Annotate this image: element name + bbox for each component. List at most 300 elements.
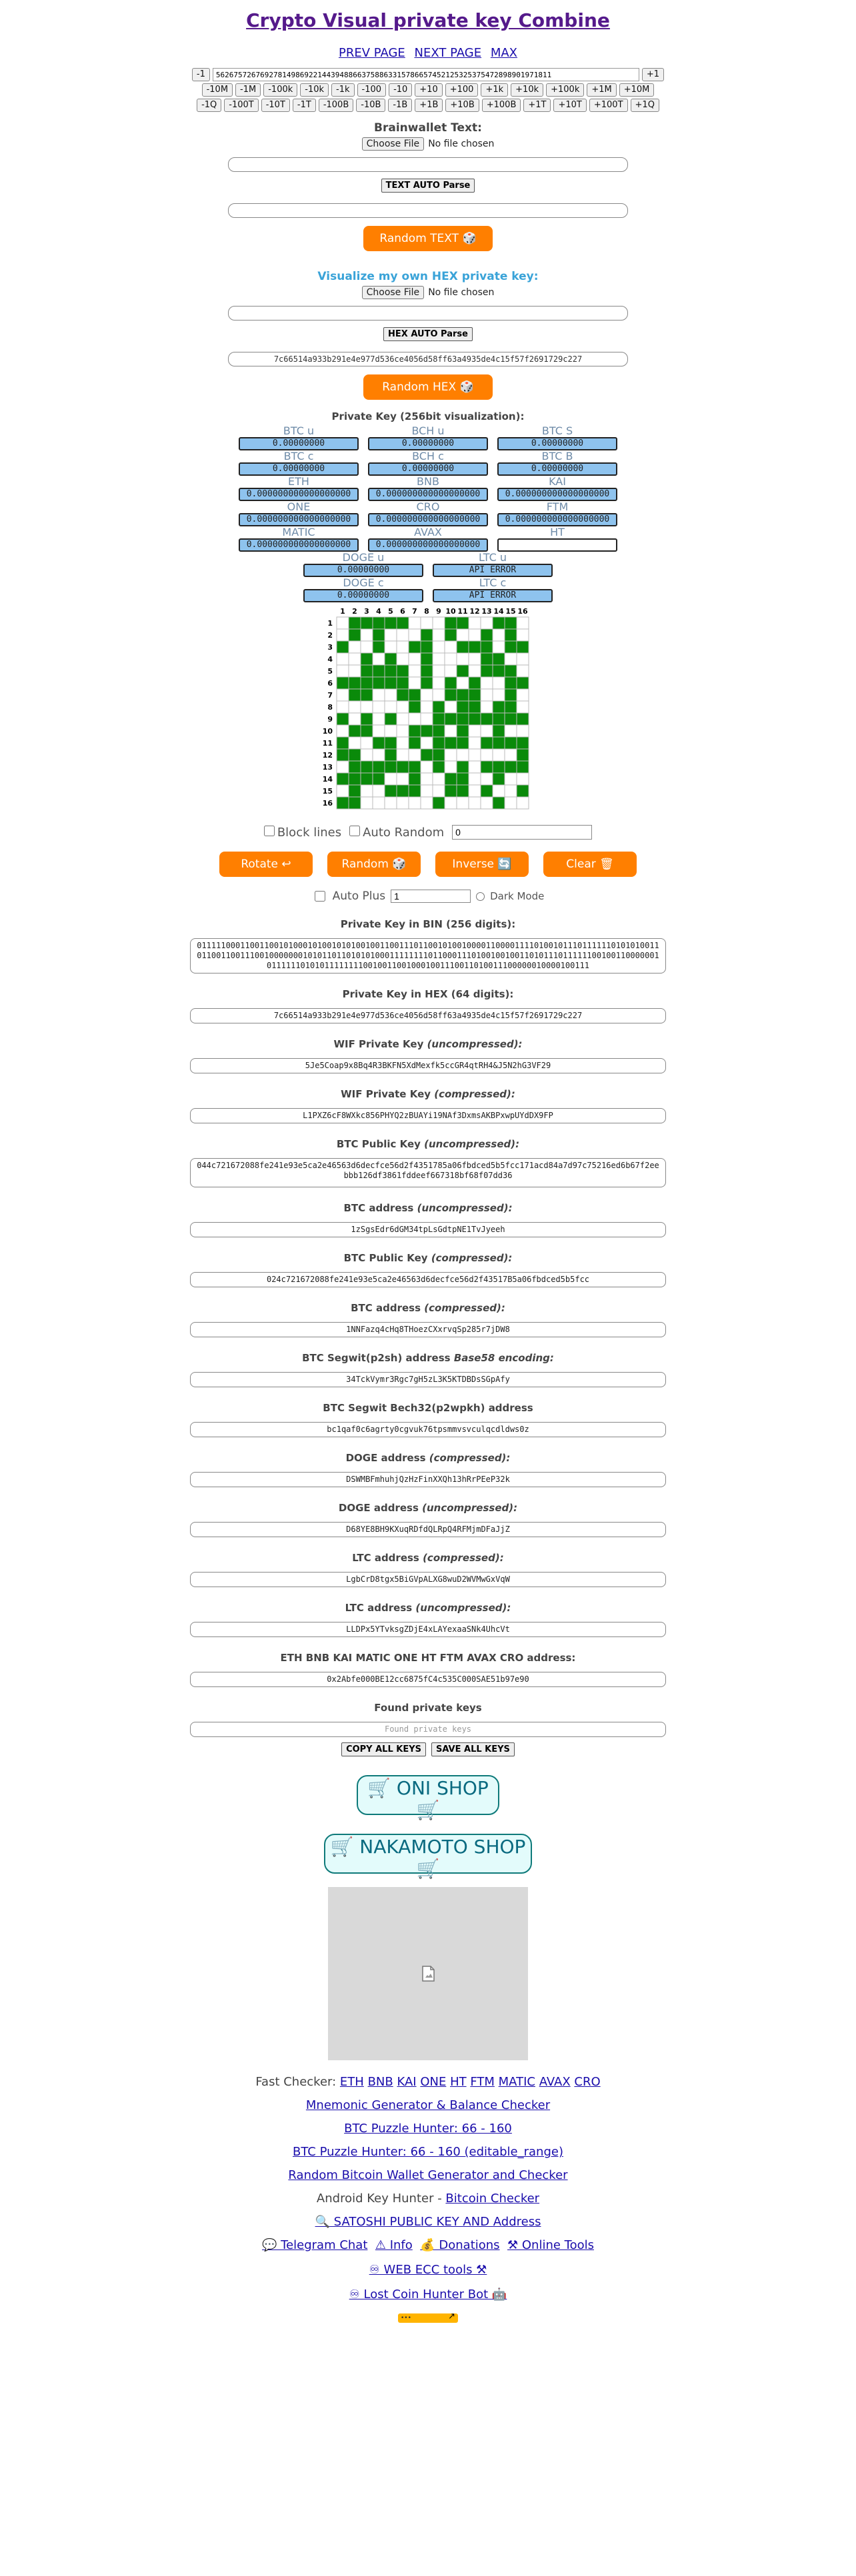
- fast-checker-link[interactable]: KAI: [397, 2075, 417, 2089]
- rotate-button[interactable]: Rotate ↩: [219, 852, 313, 877]
- bit-cell[interactable]: [457, 797, 469, 809]
- bit-cell[interactable]: [421, 689, 433, 701]
- brainwallet-choose-file-button[interactable]: Choose File: [362, 137, 425, 151]
- bit-cell[interactable]: [421, 713, 433, 725]
- bit-cell[interactable]: [361, 749, 373, 761]
- balance-value[interactable]: 0.00000000: [303, 564, 423, 577]
- bit-cell[interactable]: [409, 713, 421, 725]
- bit-cell[interactable]: [421, 785, 433, 797]
- bit-cell[interactable]: [361, 617, 373, 629]
- bit-cell[interactable]: [445, 785, 457, 797]
- bit-cell[interactable]: [373, 785, 385, 797]
- balance-value[interactable]: 0.000000000000000000: [239, 513, 359, 526]
- bit-cell[interactable]: [373, 749, 385, 761]
- bit-cell[interactable]: [433, 725, 445, 737]
- step-button[interactable]: +100k: [546, 83, 584, 97]
- bit-cell[interactable]: [493, 677, 505, 689]
- bit-cell[interactable]: [397, 677, 409, 689]
- bit-cell[interactable]: [469, 761, 481, 773]
- doge-uncompressed-output[interactable]: D68YE8BH9KXuqRDfdQLRpQ4RFMjmDFaJjZ: [190, 1522, 666, 1537]
- bit-cell[interactable]: [349, 653, 361, 665]
- step-button-large[interactable]: -100B: [319, 99, 353, 112]
- step-button[interactable]: -10M: [202, 83, 233, 97]
- bit-cell[interactable]: [373, 689, 385, 701]
- bit-cell[interactable]: [493, 665, 505, 677]
- bit-cell[interactable]: [373, 725, 385, 737]
- random-hex-button[interactable]: Random HEX 🎲: [363, 374, 493, 400]
- bit-cell[interactable]: [517, 629, 529, 641]
- bit-cell[interactable]: [409, 725, 421, 737]
- bit-cell[interactable]: [445, 797, 457, 809]
- step-button[interactable]: +100: [445, 83, 479, 97]
- save-all-keys-button[interactable]: SAVE ALL KEYS: [431, 1742, 515, 1756]
- bit-cell[interactable]: [373, 797, 385, 809]
- bit-cell[interactable]: [361, 653, 373, 665]
- bit-cell[interactable]: [361, 677, 373, 689]
- bit-cell[interactable]: [409, 689, 421, 701]
- bit-cell[interactable]: [349, 785, 361, 797]
- balance-value[interactable]: 0.000000000000000000: [497, 513, 617, 526]
- bit-cell[interactable]: [409, 737, 421, 749]
- bit-cell[interactable]: [505, 785, 517, 797]
- eth-output[interactable]: 0x2Abfe000BE12cc6875fC4c535C000SAE51b97e90: [190, 1672, 666, 1687]
- balance-value[interactable]: 0.000000000000000000: [368, 538, 488, 552]
- auto-random-option[interactable]: [349, 826, 444, 840]
- bit-cell[interactable]: [409, 701, 421, 713]
- wif-uncompressed-output[interactable]: 5Je5Coap9x8Bq4R3BKFN5XdMexfk5ccGR4qtRH4&J5N2hG3VF29: [190, 1058, 666, 1073]
- dark-mode-radio[interactable]: [476, 892, 485, 901]
- bit-cell[interactable]: [505, 677, 517, 689]
- bit-cell[interactable]: [505, 629, 517, 641]
- bit-cell[interactable]: [457, 785, 469, 797]
- bit-cell[interactable]: [349, 797, 361, 809]
- bit-cell[interactable]: [457, 665, 469, 677]
- bit-cell[interactable]: [481, 629, 493, 641]
- bit-cell[interactable]: [493, 773, 505, 785]
- bit-cell[interactable]: [409, 773, 421, 785]
- bit-cell[interactable]: [361, 785, 373, 797]
- bit-cell[interactable]: [397, 761, 409, 773]
- bit-cell[interactable]: [505, 713, 517, 725]
- bit-grid-svg[interactable]: [318, 605, 538, 820]
- bit-cell[interactable]: [397, 701, 409, 713]
- step-button-large[interactable]: -1Q: [197, 99, 221, 112]
- bit-cell[interactable]: [361, 713, 373, 725]
- bit-cell[interactable]: [493, 797, 505, 809]
- bit-cell[interactable]: [445, 665, 457, 677]
- plus-one-button[interactable]: +1: [642, 68, 664, 81]
- bit-cell[interactable]: [505, 653, 517, 665]
- bit-cell[interactable]: [469, 737, 481, 749]
- lost-coin-hunter-link[interactable]: ♾ Lost Coin Hunter Bot 🤖: [349, 2287, 507, 2301]
- bit-cell[interactable]: [397, 689, 409, 701]
- bit-cell[interactable]: [361, 641, 373, 653]
- bit-cell[interactable]: [385, 773, 397, 785]
- balance-value[interactable]: 0.00000000: [239, 437, 359, 450]
- bit-cell[interactable]: [457, 737, 469, 749]
- bit-cell[interactable]: [385, 665, 397, 677]
- bit-cell[interactable]: [505, 749, 517, 761]
- bit-cell[interactable]: [373, 737, 385, 749]
- bit-cell[interactable]: [445, 737, 457, 749]
- bit-cell[interactable]: [349, 749, 361, 761]
- bit-cell[interactable]: [421, 773, 433, 785]
- bit-cell[interactable]: [409, 653, 421, 665]
- step-button[interactable]: -100: [357, 83, 387, 97]
- bit-cell[interactable]: [457, 749, 469, 761]
- bit-cell[interactable]: [481, 713, 493, 725]
- bit-cell[interactable]: [349, 761, 361, 773]
- bit-cell[interactable]: [469, 617, 481, 629]
- step-button-large[interactable]: +10B: [445, 99, 479, 112]
- bit-cell[interactable]: [481, 677, 493, 689]
- bit-cell[interactable]: [397, 725, 409, 737]
- bit-cell[interactable]: [517, 677, 529, 689]
- bit-cell[interactable]: [421, 653, 433, 665]
- page-number-input[interactable]: [213, 68, 639, 81]
- bit-cell[interactable]: [517, 725, 529, 737]
- bit-cell[interactable]: [337, 641, 349, 653]
- bit-cell[interactable]: [493, 629, 505, 641]
- bit-cell[interactable]: [385, 749, 397, 761]
- bit-cell[interactable]: [397, 653, 409, 665]
- bit-cell[interactable]: [349, 629, 361, 641]
- bit-cell[interactable]: [517, 653, 529, 665]
- bit-cell[interactable]: [373, 761, 385, 773]
- bit-cell[interactable]: [397, 749, 409, 761]
- bit-cell[interactable]: [469, 701, 481, 713]
- bit-cell[interactable]: [421, 749, 433, 761]
- bit-cell[interactable]: [469, 689, 481, 701]
- prev-page-link[interactable]: PREV PAGE: [338, 46, 405, 60]
- step-button[interactable]: +1M: [587, 83, 616, 97]
- puzzle-hunter-link[interactable]: BTC Puzzle Hunter: 66 - 160: [344, 2122, 512, 2136]
- bit-cell[interactable]: [397, 713, 409, 725]
- balance-value[interactable]: 0.00000000: [368, 437, 488, 450]
- bit-cell[interactable]: [397, 773, 409, 785]
- bit-cell[interactable]: [493, 737, 505, 749]
- bit-cell[interactable]: [493, 701, 505, 713]
- puzzle-hunter-editable-link[interactable]: BTC Puzzle Hunter: 66 - 160 (editable_range): [293, 2145, 563, 2159]
- bit-cell[interactable]: [481, 785, 493, 797]
- fast-checker-link[interactable]: FTM: [470, 2075, 495, 2089]
- random-wallet-link[interactable]: Random Bitcoin Wallet Generator and Checker: [288, 2168, 568, 2182]
- bit-cell[interactable]: [337, 713, 349, 725]
- bit-cell[interactable]: [373, 713, 385, 725]
- bit-cell[interactable]: [349, 713, 361, 725]
- step-button[interactable]: +10: [415, 83, 442, 97]
- bit-cell[interactable]: [481, 641, 493, 653]
- copy-all-keys-button[interactable]: COPY ALL KEYS: [341, 1742, 426, 1756]
- bit-cell[interactable]: [493, 785, 505, 797]
- brainwallet-text-input[interactable]: [228, 157, 628, 172]
- bit-cell[interactable]: [445, 629, 457, 641]
- doge-compressed-output[interactable]: DSWMBFmhuhjQzHzFinXXQh13hRrPEeP32k: [190, 1472, 666, 1487]
- bit-cell[interactable]: [421, 641, 433, 653]
- bit-cell[interactable]: [409, 797, 421, 809]
- bit-cell[interactable]: [517, 641, 529, 653]
- balance-value[interactable]: API ERROR: [433, 589, 553, 602]
- bit-cell[interactable]: [349, 641, 361, 653]
- bit-cell[interactable]: [469, 653, 481, 665]
- bit-cell[interactable]: [397, 641, 409, 653]
- auto-plus-checkbox[interactable]: [315, 891, 325, 902]
- bit-cell[interactable]: [457, 653, 469, 665]
- bit-cell[interactable]: [337, 785, 349, 797]
- bit-cell[interactable]: [445, 773, 457, 785]
- random-button[interactable]: Random 🎲: [327, 852, 421, 877]
- bit-cell[interactable]: [385, 785, 397, 797]
- bit-cell[interactable]: [409, 677, 421, 689]
- bit-cell[interactable]: [337, 701, 349, 713]
- bit-cell[interactable]: [457, 641, 469, 653]
- bit-cell[interactable]: [397, 785, 409, 797]
- bit-cell[interactable]: [397, 617, 409, 629]
- bit-cell[interactable]: [337, 617, 349, 629]
- counter-badge[interactable]: [398, 2313, 458, 2323]
- step-button[interactable]: +1k: [481, 83, 508, 97]
- oni-shop-button[interactable]: 🛒 ONI SHOP 🛒: [357, 1775, 499, 1815]
- bit-cell[interactable]: [337, 761, 349, 773]
- fast-checker-link[interactable]: MATIC: [498, 2075, 535, 2089]
- bit-cell[interactable]: [349, 725, 361, 737]
- bit-cell[interactable]: [469, 785, 481, 797]
- bit-cell[interactable]: [493, 725, 505, 737]
- hex-auto-parse-button[interactable]: HEX AUTO Parse: [383, 327, 473, 341]
- bit-cell[interactable]: [433, 653, 445, 665]
- bit-cell[interactable]: [349, 737, 361, 749]
- mnemonic-link[interactable]: Mnemonic Generator & Balance Checker: [305, 2098, 551, 2112]
- bit-cell[interactable]: [457, 689, 469, 701]
- balance-value[interactable]: API ERROR: [433, 564, 553, 577]
- bit-cell[interactable]: [373, 629, 385, 641]
- bit-cell[interactable]: [421, 737, 433, 749]
- web-ecc-tools-link[interactable]: ♾ WEB ECC tools ⚒: [369, 2263, 487, 2277]
- brainwallet-output-input[interactable]: [228, 203, 628, 218]
- bit-cell[interactable]: [517, 701, 529, 713]
- bit-cell[interactable]: [361, 629, 373, 641]
- balance-value[interactable]: 0.000000000000000000: [239, 488, 359, 501]
- step-button[interactable]: -1M: [235, 83, 261, 97]
- bit-cell[interactable]: [373, 773, 385, 785]
- step-button-large[interactable]: +100B: [482, 99, 521, 112]
- hex-choose-file-button[interactable]: Choose File: [362, 286, 425, 299]
- bit-cell[interactable]: [445, 641, 457, 653]
- bit-cell[interactable]: [361, 689, 373, 701]
- bit-cell[interactable]: [505, 797, 517, 809]
- bit-cell[interactable]: [481, 725, 493, 737]
- bit-cell[interactable]: [517, 737, 529, 749]
- bit-cell[interactable]: [421, 797, 433, 809]
- bit-cell[interactable]: [481, 773, 493, 785]
- btc-address-uncompressed-output[interactable]: 1zSgsEdr6dGM34tpLsGdtpNE1TvJyeeh: [190, 1222, 666, 1237]
- bit-cell[interactable]: [385, 737, 397, 749]
- bit-cell[interactable]: [421, 617, 433, 629]
- bit-cell[interactable]: [445, 677, 457, 689]
- step-button-large[interactable]: +1T: [523, 99, 551, 112]
- bit-cell[interactable]: [505, 761, 517, 773]
- wif-compressed-output[interactable]: L1PXZ6cF8WXkc856PHYQ2zBUAYi19NAf3DxmsAKBPxwpUYdDX9FP: [190, 1108, 666, 1123]
- bit-cell[interactable]: [409, 761, 421, 773]
- max-link[interactable]: MAX: [490, 46, 518, 60]
- bit-cell[interactable]: [385, 677, 397, 689]
- bit-cell[interactable]: [445, 749, 457, 761]
- bit-cell[interactable]: [385, 689, 397, 701]
- bit-cell[interactable]: [361, 737, 373, 749]
- auto-random-input[interactable]: [452, 825, 592, 840]
- bit-cell[interactable]: [433, 773, 445, 785]
- bit-cell[interactable]: [349, 617, 361, 629]
- bit-cell[interactable]: [373, 641, 385, 653]
- bit-cell[interactable]: [457, 725, 469, 737]
- bit-cell[interactable]: [481, 665, 493, 677]
- block-lines-checkbox[interactable]: [264, 826, 275, 836]
- bit-cell[interactable]: [397, 629, 409, 641]
- bit-cell[interactable]: [349, 701, 361, 713]
- bit-cell[interactable]: [397, 797, 409, 809]
- bit-cell[interactable]: [337, 689, 349, 701]
- bit-cell[interactable]: [433, 617, 445, 629]
- block-lines-option[interactable]: [264, 826, 341, 840]
- bit-cell[interactable]: [385, 725, 397, 737]
- bit-cell[interactable]: [469, 773, 481, 785]
- bit-cell[interactable]: [361, 725, 373, 737]
- bit-cell[interactable]: [337, 737, 349, 749]
- bit-cell[interactable]: [385, 653, 397, 665]
- bit-cell[interactable]: [493, 749, 505, 761]
- bit-cell[interactable]: [493, 653, 505, 665]
- bit-cell[interactable]: [457, 713, 469, 725]
- bit-cell[interactable]: [385, 797, 397, 809]
- bit-cell[interactable]: [517, 773, 529, 785]
- bit-cell[interactable]: [517, 761, 529, 773]
- bit-cell[interactable]: [433, 785, 445, 797]
- bit-cell[interactable]: [493, 713, 505, 725]
- bit-cell[interactable]: [433, 629, 445, 641]
- bit-cell[interactable]: [481, 701, 493, 713]
- bit-cell[interactable]: [409, 617, 421, 629]
- bit-cell[interactable]: [481, 617, 493, 629]
- bit-cell[interactable]: [433, 749, 445, 761]
- bit-cell[interactable]: [409, 749, 421, 761]
- bit-cell[interactable]: [505, 689, 517, 701]
- bit-cell[interactable]: [385, 629, 397, 641]
- balance-value[interactable]: [497, 538, 617, 552]
- bit-cell[interactable]: [433, 713, 445, 725]
- bit-cell[interactable]: [433, 797, 445, 809]
- bit-cell[interactable]: [421, 725, 433, 737]
- bit-cell[interactable]: [517, 617, 529, 629]
- bit-cell[interactable]: [457, 677, 469, 689]
- balance-value[interactable]: 0.00000000: [303, 589, 423, 602]
- fast-checker-link[interactable]: ETH: [339, 2075, 364, 2089]
- balance-value[interactable]: 0.00000000: [497, 462, 617, 476]
- bit-cell[interactable]: [361, 761, 373, 773]
- bit-cell[interactable]: [505, 665, 517, 677]
- bit-cell[interactable]: [505, 737, 517, 749]
- bit-cell[interactable]: [517, 797, 529, 809]
- bit-cell[interactable]: [409, 665, 421, 677]
- fast-checker-link[interactable]: BNB: [367, 2075, 393, 2089]
- bit-cell[interactable]: [385, 617, 397, 629]
- nakamoto-shop-button[interactable]: 🛒 NAKAMOTO SHOP 🛒: [324, 1834, 532, 1874]
- balance-value[interactable]: 0.00000000: [368, 462, 488, 476]
- bit-cell[interactable]: [397, 665, 409, 677]
- bit-cell[interactable]: [433, 737, 445, 749]
- step-button[interactable]: +10M: [619, 83, 655, 97]
- hex-output[interactable]: 7c66514a933b291e4e977d536ce4056d58ff63a4935de4c15f57f2691729c227: [190, 1008, 666, 1023]
- balance-value[interactable]: 0.00000000: [497, 437, 617, 450]
- bit-cell[interactable]: [505, 773, 517, 785]
- bit-cell[interactable]: [445, 689, 457, 701]
- bit-cell[interactable]: [421, 665, 433, 677]
- hex-value-input[interactable]: [228, 352, 628, 366]
- bit-cell[interactable]: [481, 689, 493, 701]
- donations-link[interactable]: 💰 Donations: [420, 2238, 500, 2252]
- bech32-output[interactable]: bc1qaf0c6agrty0cgvuk76tpsmmvsvculqcdldws0z: [190, 1422, 666, 1437]
- info-link[interactable]: ⚠ Info: [375, 2238, 413, 2252]
- bit-cell[interactable]: [457, 773, 469, 785]
- bit-cell[interactable]: [361, 665, 373, 677]
- step-button[interactable]: +10k: [511, 83, 543, 97]
- bit-cell[interactable]: [493, 641, 505, 653]
- bit-cell[interactable]: [517, 749, 529, 761]
- btc-address-compressed-output[interactable]: 1NNFazq4cHq8THoezCXxrvqSp285r7jDW8: [190, 1322, 666, 1337]
- bit-cell[interactable]: [433, 701, 445, 713]
- bit-cell[interactable]: [445, 701, 457, 713]
- step-button-large[interactable]: +100T: [589, 99, 628, 112]
- page-title[interactable]: Crypto Visual private key Combine: [246, 9, 610, 31]
- bit-cell[interactable]: [385, 641, 397, 653]
- bit-grid[interactable]: [318, 605, 538, 820]
- bit-cell[interactable]: [385, 713, 397, 725]
- step-button[interactable]: -10k: [300, 83, 329, 97]
- step-button-large[interactable]: -1B: [388, 99, 412, 112]
- balance-value[interactable]: 0.000000000000000000: [368, 513, 488, 526]
- bit-cell[interactable]: [481, 653, 493, 665]
- random-text-button[interactable]: Random TEXT 🎲: [363, 226, 493, 251]
- bit-cell[interactable]: [373, 617, 385, 629]
- bit-cell[interactable]: [481, 737, 493, 749]
- bit-cell[interactable]: [337, 797, 349, 809]
- step-button-large[interactable]: -1T: [293, 99, 316, 112]
- bit-cell[interactable]: [493, 689, 505, 701]
- bit-cell[interactable]: [505, 701, 517, 713]
- bit-cell[interactable]: [469, 749, 481, 761]
- bit-cell[interactable]: [469, 797, 481, 809]
- bit-cell[interactable]: [337, 773, 349, 785]
- balance-value[interactable]: 0.000000000000000000: [239, 538, 359, 552]
- fast-checker-link[interactable]: HT: [450, 2075, 467, 2089]
- auto-plus-input[interactable]: [391, 890, 471, 903]
- bit-cell[interactable]: [361, 773, 373, 785]
- pubkey-compressed-output[interactable]: 024c721672088fe241e93e5ca2e46563d6decfce56d2f43517B5a06fbdced5b5fcc: [190, 1272, 666, 1287]
- text-auto-parse-button[interactable]: TEXT AUTO Parse: [381, 179, 475, 193]
- bit-cell[interactable]: [469, 629, 481, 641]
- online-tools-link[interactable]: ⚒ Online Tools: [507, 2238, 594, 2252]
- bit-cell[interactable]: [349, 665, 361, 677]
- telegram-link[interactable]: 💬 Telegram Chat: [262, 2238, 368, 2252]
- bit-cell[interactable]: [409, 785, 421, 797]
- bit-cell[interactable]: [505, 641, 517, 653]
- bit-cell[interactable]: [337, 629, 349, 641]
- step-button-large[interactable]: -10T: [261, 99, 290, 112]
- bit-cell[interactable]: [457, 617, 469, 629]
- bit-cell[interactable]: [421, 677, 433, 689]
- bit-cell[interactable]: [481, 797, 493, 809]
- bit-cell[interactable]: [433, 665, 445, 677]
- bit-cell[interactable]: [493, 617, 505, 629]
